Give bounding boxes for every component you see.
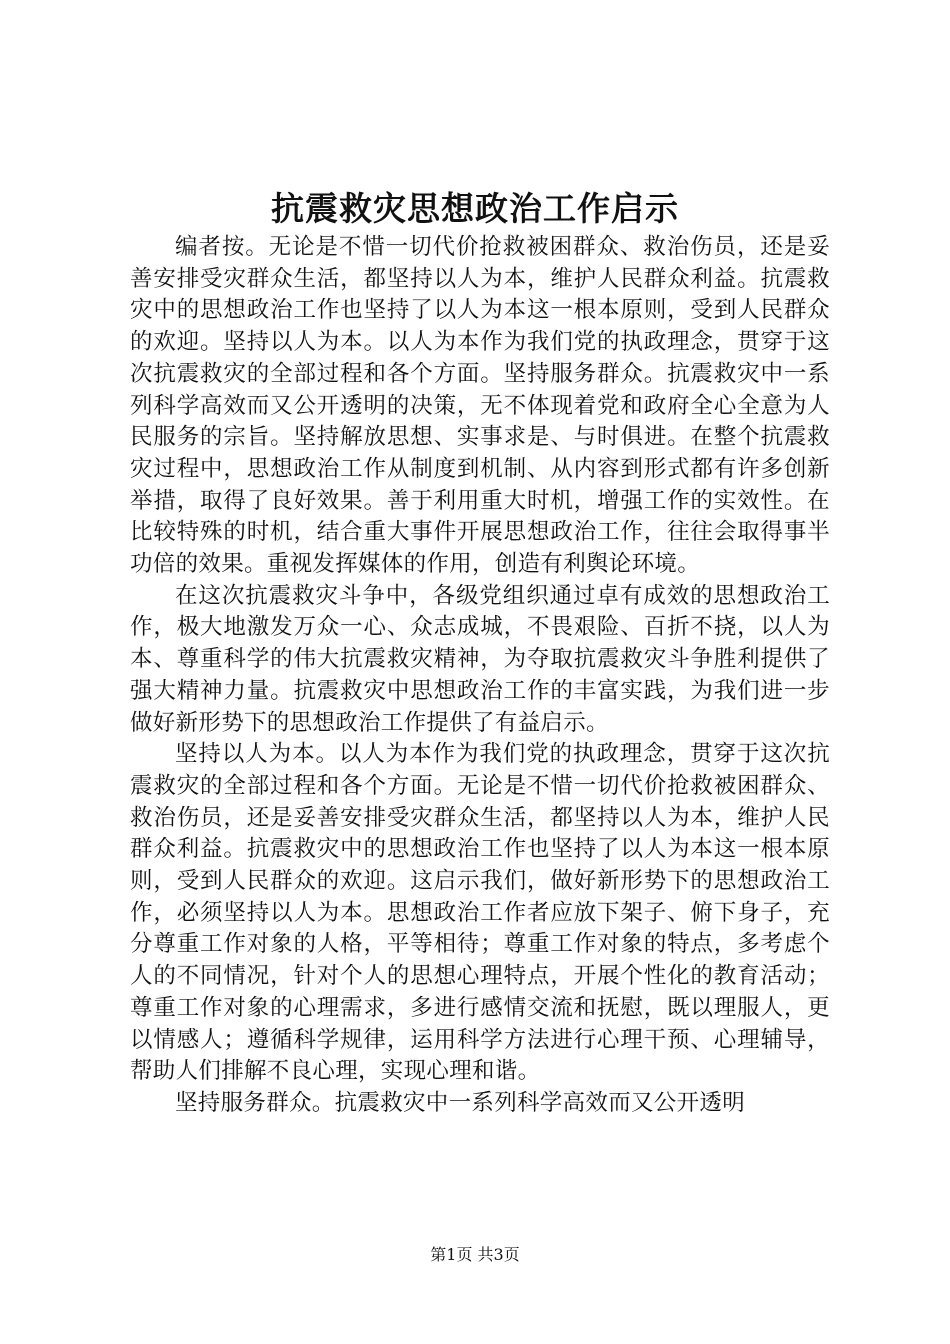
paragraph-serve-masses: 坚持服务群众。抗震救灾中一系列科学高效而又公开透明: [175, 1089, 746, 1116]
paragraph-people-oriented: 坚持以人为本。以人为本作为我们党的执政理念，贯穿于这次抗震救灾的全部过程和各个方面。无论是不惜一切代价抢救被困群众、救治伤员，还是妥善安排受灾群众生活，都坚持以人为本，维护人民群众利益。抗震救灾中的思想政治工作也坚持了以人为本这一根本原则，受到人民群众的欢迎。这启示我们，做好新形势下的思想政治工作，必须坚持以人为本。思想政治工作者应放下架子、俯下身子，充分尊重工作对象的人格，平等相待；尊重工作对象的特点，多考虑个人的不同情况，针对个人的思想心理特点，开展个性化的教育活动；尊重工作对象的心理需求，多进行感情交流和抚慰，既以理服人，更以情感人；遵循科学规律，运用科学方法进行心理干预、心理辅导，帮助人们排解不良心理，实现心理和谐。: [130, 741, 830, 1085]
document-body: [130, 232, 830, 1120]
paragraph-intro: 在这次抗震救灾斗争中，各级党组织通过卓有成效的思想政治工作，极大地激发万众一心、众志成城，不畏艰险、百折不挠，以人为本、尊重科学的伟大抗震救灾精神，为夺取抗震救灾斗争胜利提供了强大精神力量。抗震救灾中思想政治工作的丰富实践，为我们进一步做好新形势下的思想政治工作提供了有益启示。: [130, 582, 830, 736]
document-title: 抗震救灾思想政治工作启示: [271, 189, 679, 228]
paragraph-editor-note: 编者按。无论是不惜一切代价抢救被困群众、救治伤员，还是妥善安排受灾群众生活，都坚持以人为本，维护人民群众利益。抗震救灾中的思想政治工作也坚持了以人为本这一根本原则，受到人民群众的欢迎。坚持以人为本。以人为本作为我们党的执政理念，贯穿于这次抗震救灾的全部过程和各个方面。坚持服务群众。抗震救灾中一系列科学高效而又公开透明的决策，无不体现着党和政府全心全意为人民服务的宗旨。坚持解放思想、实事求是、与时俱进。在整个抗震救灾过程中，思想政治工作从制度到机制、从内容到形式都有许多创新举措，取得了良好效果。善于利用重大时机，增强工作的实效性。在比较特殊的时机，结合重大事件开展思想政治工作，往往会取得事半功倍的效果。重视发挥媒体的作用，创造有利舆论环境。: [130, 234, 830, 578]
page-footer: 第1页 共3页: [430, 1245, 520, 1264]
